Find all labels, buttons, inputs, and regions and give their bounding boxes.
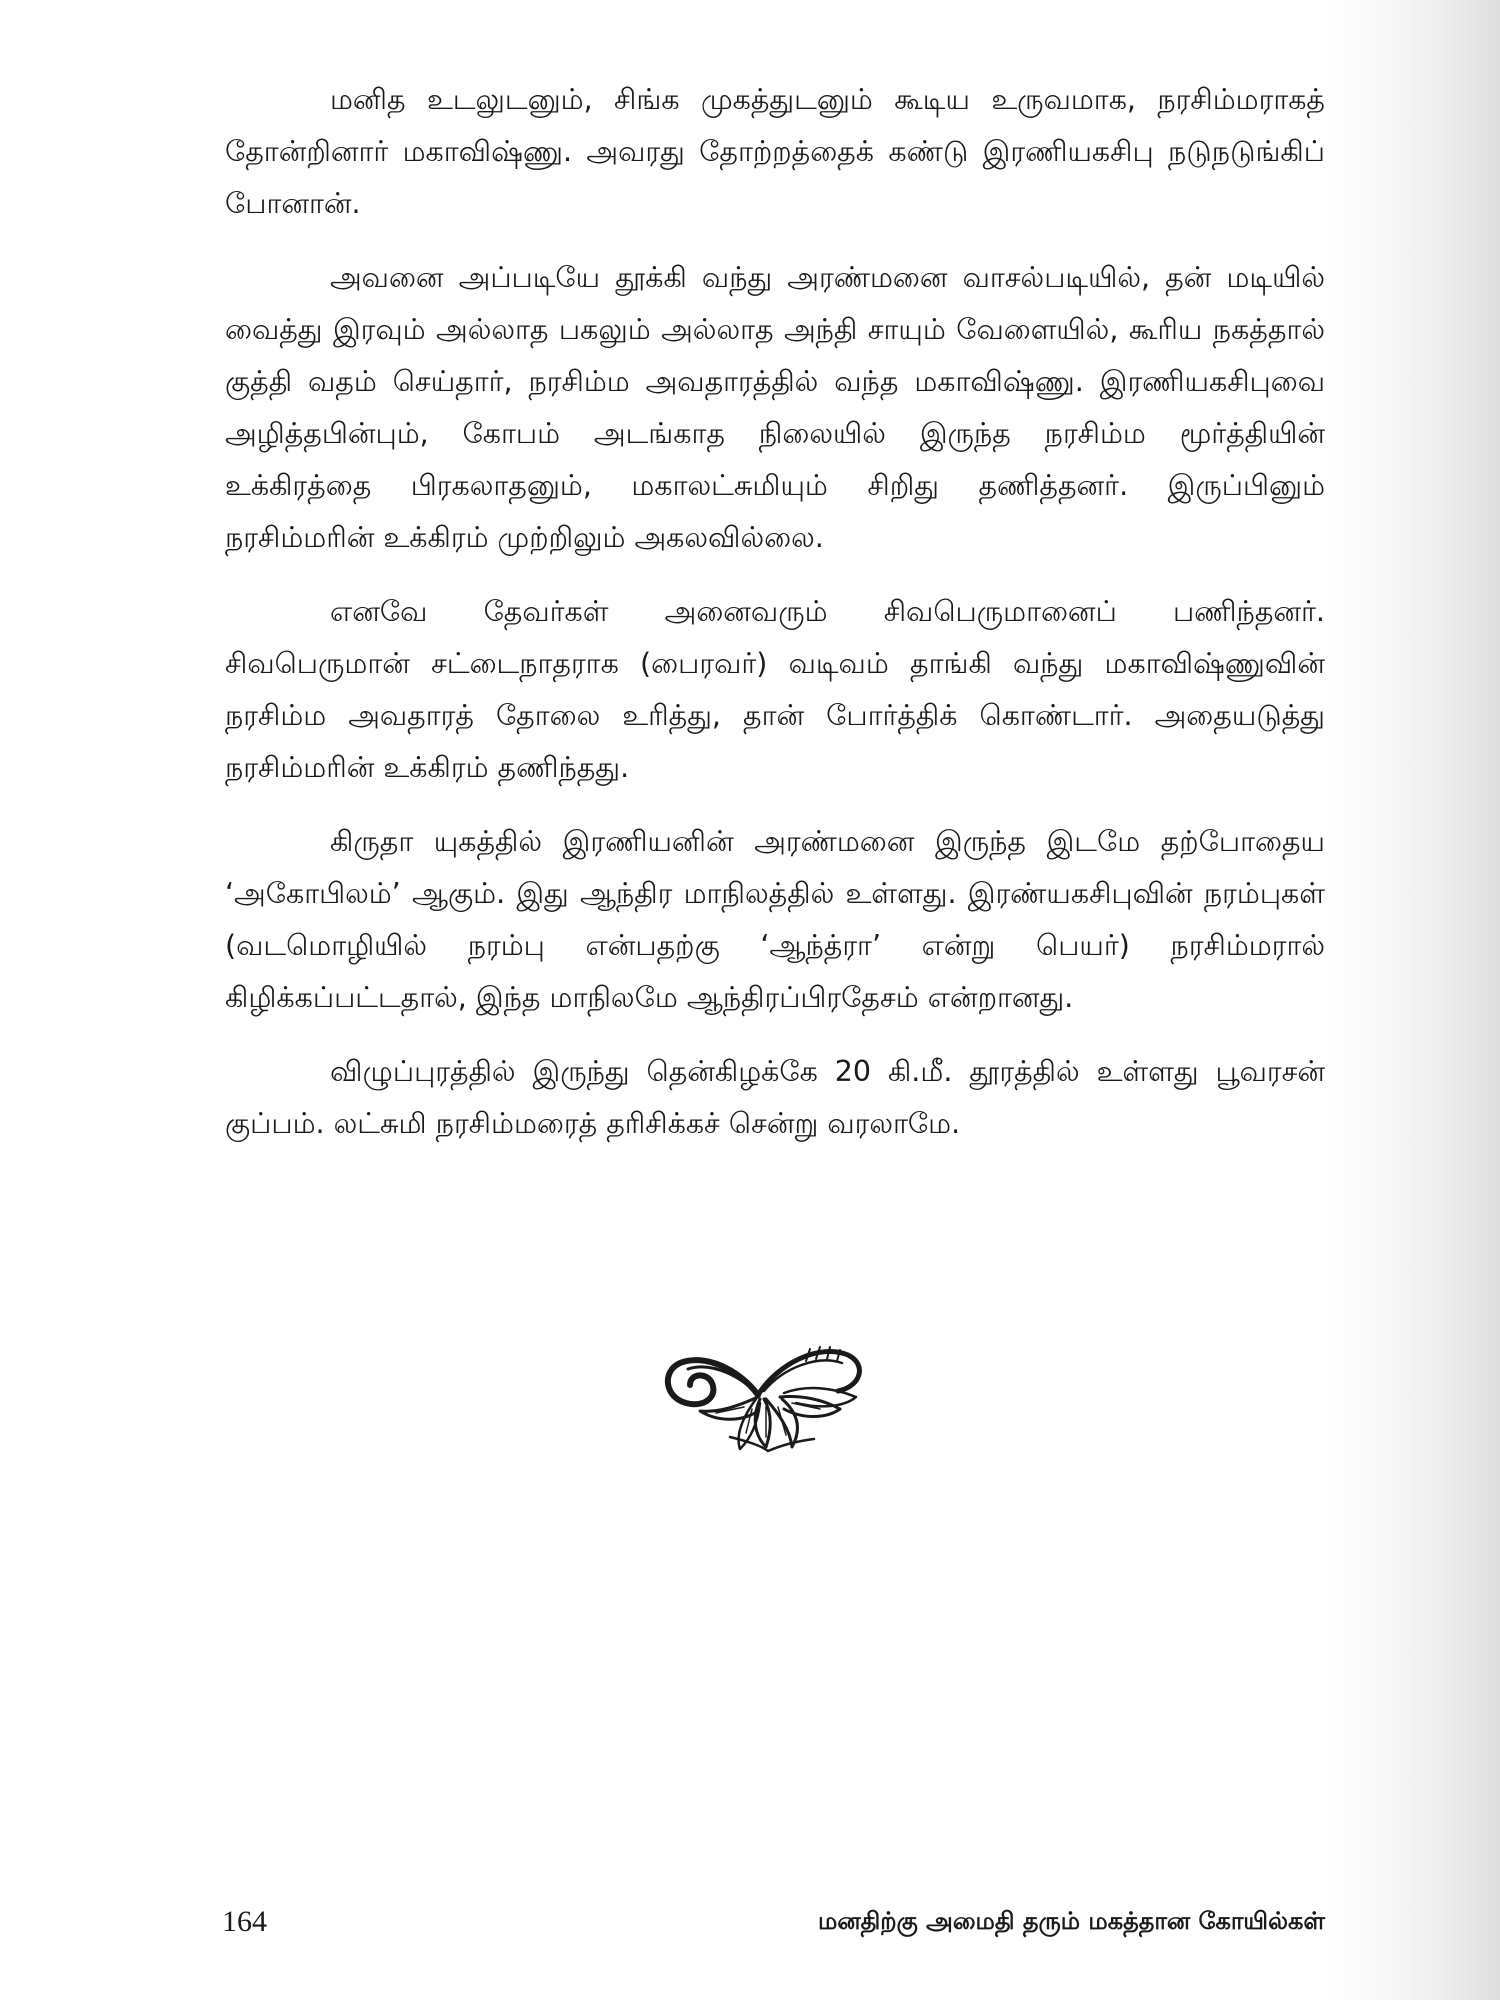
running-title: மனதிற்கு அமைதி தரும் மகத்தான கோயில்கள் [818, 1907, 1325, 1935]
page-footer [222, 1905, 1325, 1945]
paragraph-2: அவனை அப்படியே தூக்கி வந்து அரண்மனை வாசல்படியில், தன் மடியில் வைத்து இரவும் அல்லாத பகலும் அல்லாத அந்தி சாயும் வேளையில், கூரிய நகத்தால் குத்தி வதம் செய்தார், நரசிம்ம அவதாரத்தில் வந்த மகாவிஷ்ணு. இரணியகசிபுவை அழித்தபின்பும், கோபம் அடங்காத நிலையில் இருந்த நரசிம்ம மூர்த்தியின் உக்கிரத்தை பிரகலாதனும், மகாலட்சுமியும் சிறிது தணித்தனர். இருப்பினும் நரசிம்மரின் உக்கிரம் முற்றிலும் அகலவில்லை. [225, 261, 1325, 554]
paragraph-5: விழுப்புரத்தில் இருந்து தென்கிழக்கே 20 கி.மீ. தூரத்தில் உள்ளது பூவரசன் குப்பம். லட்சுமி நரசிம்மரைத் தரிசிக்கச் சென்று வரலாமே. [225, 1055, 1325, 1140]
page-number: 164 [222, 1905, 267, 1938]
paragraph-1: மனித உடலுடனும், சிங்க முகத்துடனும் கூடிய உருவமாக, நரசிம்மராகத் தோன்றினார் மகாவிஷ்ணு. அவரது தோற்றத்தைக் கண்டு இரணியகசிபு நடுநடுங்கிப் போனான். [225, 83, 1325, 220]
paragraph-3: எனவே தேவர்கள் அனைவரும் சிவபெருமானைப் பணிந்தனர். சிவபெருமான் சட்டைநாதராக (பைரவர்) வடிவம் தாங்கி வந்து மகாவிஷ்ணுவின் நரசிம்ம அவதாரத் தோலை உரித்து, தான் போர்த்திக் கொண்டார். அதையடுத்து நரசிம்மரின் உக்கிரம் தணிந்தது. [225, 595, 1325, 784]
paragraph-4: கிருதா யுகத்தில் இரணியனின் அரண்மனை இருந்த இடமே தற்போதைய ‘அகோபிலம்’ ஆகும். இது ஆந்திர மாநிலத்தில் உள்ளது. இரண்யகசிபுவின் நரம்புகள் (வடமொழியில் நரம்பு என்பதற்கு ‘ஆந்த்ரா’ என்று பெயர்) நரசிம்மரால் கிழிக்கப்பட்டதால், இந்த மாநிலமே ஆந்திரப்பிரதேசம் என்றானது. [225, 825, 1325, 1014]
lotus-flourish-icon [660, 1325, 880, 1455]
body-text [225, 74, 1325, 1172]
page-edge-shadow [1330, 0, 1500, 2000]
